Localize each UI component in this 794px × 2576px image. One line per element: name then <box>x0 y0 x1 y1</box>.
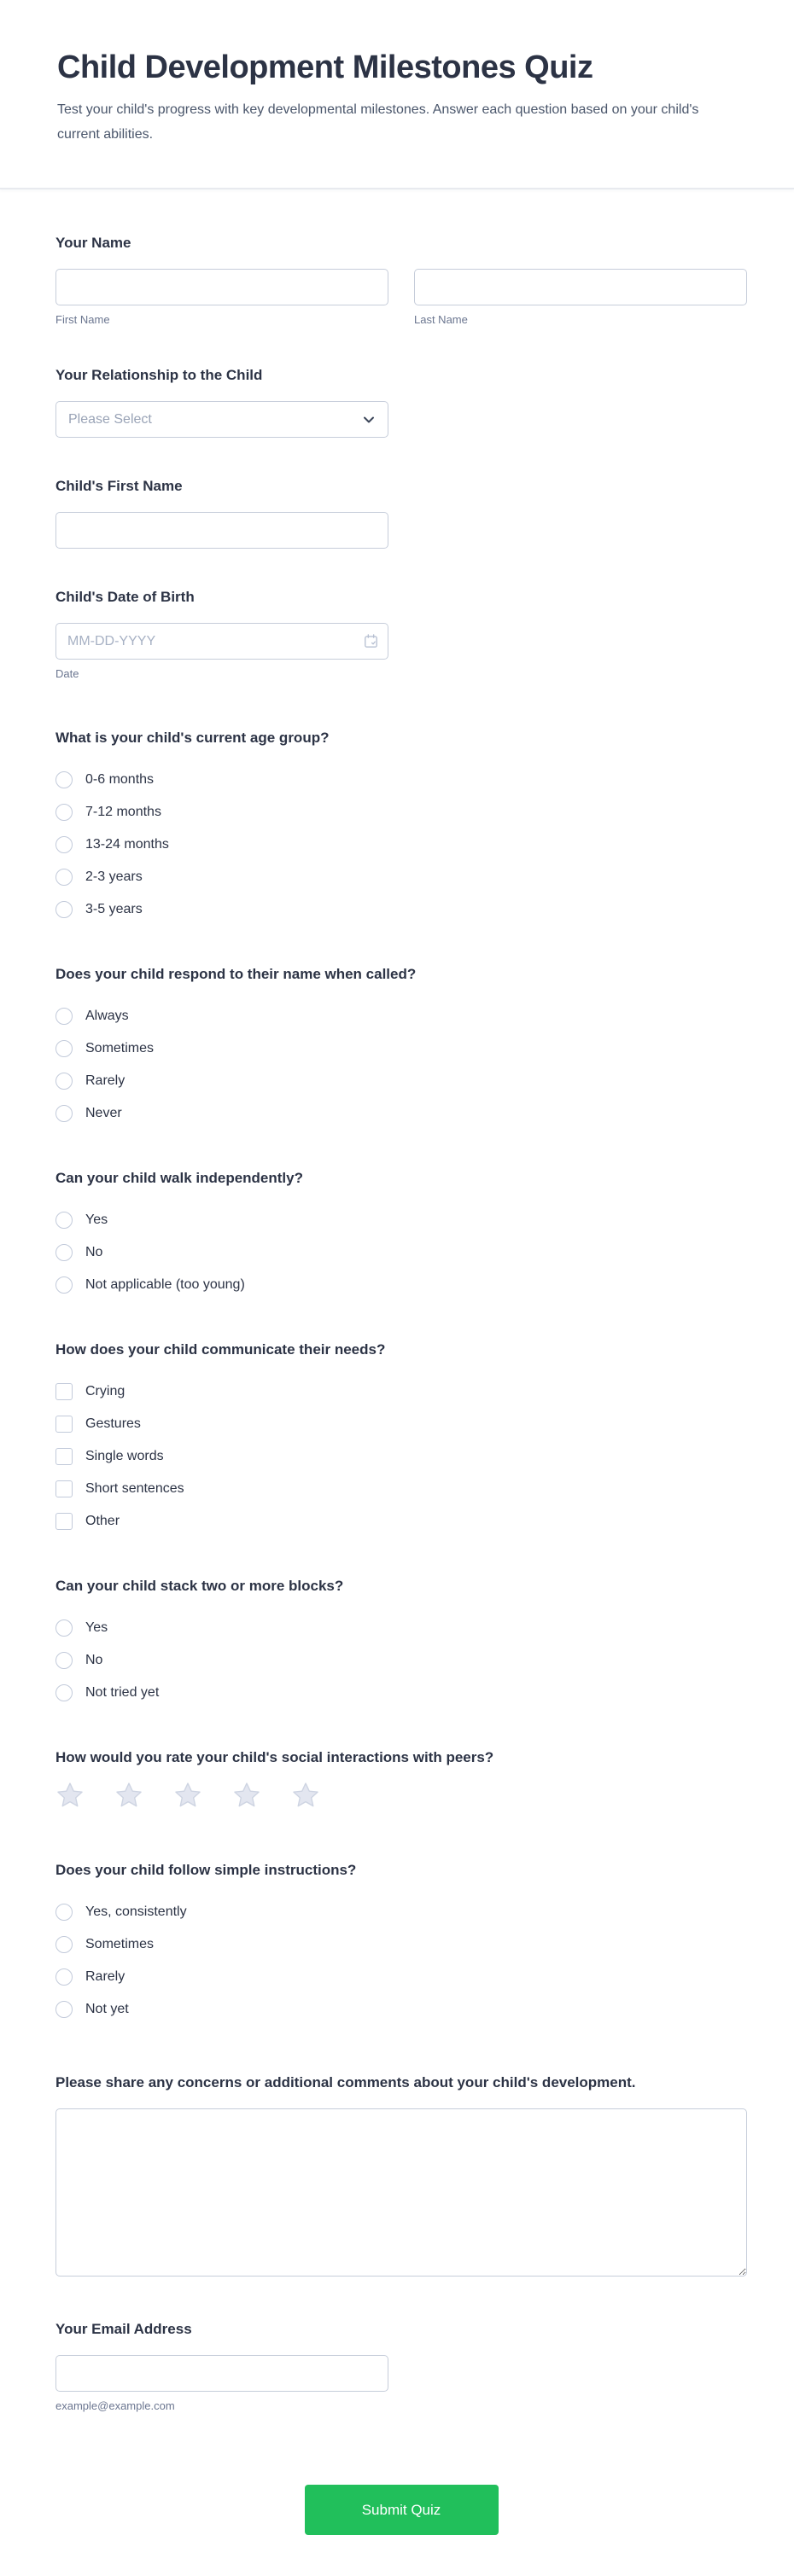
field-your-name <box>55 234 747 327</box>
star-icon-2[interactable] <box>114 1782 143 1813</box>
field-child-first-name <box>55 477 747 549</box>
child-first-name-label: Child's First Name <box>55 478 183 494</box>
age-group-option-1[interactable] <box>55 764 747 796</box>
age-group-option-5[interactable] <box>55 893 747 926</box>
option-label: Sometimes <box>85 1041 155 1055</box>
comments-textarea[interactable] <box>55 2108 747 2277</box>
walk-option-1[interactable] <box>55 1204 747 1236</box>
respond-name-option-3[interactable] <box>55 1065 747 1097</box>
checkbox-icon[interactable] <box>55 1480 73 1497</box>
checkbox-icon[interactable] <box>55 1416 73 1433</box>
radio-icon[interactable] <box>55 1684 73 1701</box>
stack-blocks-option-3[interactable] <box>55 1677 747 1709</box>
respond-name-label: Does your child respond to their name when called? <box>55 966 417 982</box>
option-label: Sometimes <box>85 1937 155 1951</box>
option-label: Yes <box>85 1620 108 1635</box>
field-respond-name <box>55 965 747 1130</box>
relationship-label: Your Relationship to the Child <box>55 367 263 383</box>
dob-sublabel: Date <box>55 667 79 680</box>
radio-icon[interactable] <box>55 1073 73 1090</box>
first-name-sublabel: First Name <box>55 313 110 326</box>
option-label: Yes, consistently <box>85 1904 187 1919</box>
communicate-option-4[interactable] <box>55 1473 747 1505</box>
respond-name-option-1[interactable] <box>55 1000 747 1032</box>
option-label: 7-12 months <box>85 805 161 819</box>
option-label: 0-6 months <box>85 772 155 787</box>
stack-blocks-label: Can your child stack two or more blocks? <box>55 1578 344 1594</box>
form-description: Test your child's progress with key developmental milestones. Answer each question based on your child's current abilities. <box>57 102 699 142</box>
radio-icon[interactable] <box>55 1652 73 1669</box>
walk-label: Can your child walk independently? <box>55 1170 303 1186</box>
calendar-icon[interactable] <box>363 633 379 654</box>
last-name-input[interactable] <box>414 269 747 305</box>
dob-input[interactable] <box>55 623 388 660</box>
communicate-option-1[interactable] <box>55 1375 747 1408</box>
instructions-option-4[interactable] <box>55 1993 747 2026</box>
respond-name-option-4[interactable] <box>55 1097 747 1130</box>
radio-icon[interactable] <box>55 1276 73 1294</box>
star-icon-4[interactable] <box>232 1782 261 1813</box>
radio-icon[interactable] <box>55 901 73 918</box>
communicate-option-5[interactable] <box>55 1505 747 1538</box>
name-inputs-row <box>55 269 747 327</box>
dob-input-wrap <box>55 623 388 660</box>
option-label: 2-3 years <box>85 869 143 884</box>
option-label: Not tried yet <box>85 1685 160 1700</box>
option-label: Rarely <box>85 1969 126 1984</box>
respond-name-option-2[interactable] <box>55 1032 747 1065</box>
radio-icon[interactable] <box>55 1105 73 1122</box>
communicate-option-2[interactable] <box>55 1408 747 1440</box>
email-input[interactable] <box>55 2355 388 2392</box>
submit-row <box>55 2485 747 2576</box>
instructions-label: Does your child follow simple instructions? <box>55 1862 357 1878</box>
relationship-select[interactable] <box>55 401 388 438</box>
field-email <box>55 2320 747 2413</box>
page-title: Child Development Milestones Quiz <box>57 49 593 85</box>
star-rating-control <box>55 1782 747 1813</box>
dob-label: Child's Date of Birth <box>55 589 195 605</box>
option-label: 13-24 months <box>85 837 169 852</box>
communicate-option-3[interactable] <box>55 1440 747 1473</box>
field-walk <box>55 1169 747 1301</box>
field-social-rating <box>55 1748 747 1813</box>
option-label: Never <box>85 1106 122 1120</box>
star-icon-3[interactable] <box>173 1782 202 1813</box>
option-label: Rarely <box>85 1073 126 1088</box>
option-label: Yes <box>85 1212 108 1227</box>
radio-icon[interactable] <box>55 1904 73 1921</box>
field-relationship <box>55 366 747 438</box>
star-icon-1[interactable] <box>55 1782 85 1813</box>
comments-label: Please share any concerns or additional comments about your child's development. <box>55 2074 636 2090</box>
stack-blocks-option-1[interactable] <box>55 1612 747 1644</box>
instructions-option-2[interactable] <box>55 1928 747 1961</box>
stack-blocks-option-2[interactable] <box>55 1644 747 1677</box>
radio-icon[interactable] <box>55 1244 73 1261</box>
option-label: 3-5 years <box>85 902 143 916</box>
last-name-sublabel: Last Name <box>414 313 468 326</box>
radio-icon[interactable] <box>55 1008 73 1025</box>
your-name-label: Your Name <box>55 235 131 251</box>
option-label: Single words <box>85 1449 164 1463</box>
checkbox-icon[interactable] <box>55 1383 73 1400</box>
option-label: No <box>85 1245 103 1259</box>
radio-icon[interactable] <box>55 1968 73 1986</box>
instructions-option-1[interactable] <box>55 1896 747 1928</box>
option-label: Crying <box>85 1384 126 1398</box>
communicate-label: How does your child communicate their needs? <box>55 1341 386 1358</box>
age-group-option-3[interactable] <box>55 829 747 861</box>
radio-icon[interactable] <box>55 1212 73 1229</box>
walk-option-2[interactable] <box>55 1236 747 1269</box>
star-icon-5[interactable] <box>291 1782 320 1813</box>
option-label: Always <box>85 1009 129 1023</box>
email-label: Your Email Address <box>55 2321 192 2337</box>
field-communicate <box>55 1340 747 1538</box>
option-label: Other <box>85 1514 120 1528</box>
field-stack-blocks <box>55 1577 747 1709</box>
form-header <box>0 0 794 189</box>
option-label: Short sentences <box>85 1481 184 1496</box>
age-group-option-4[interactable] <box>55 861 747 893</box>
option-label: Not applicable (too young) <box>85 1277 245 1292</box>
walk-option-3[interactable] <box>55 1269 747 1301</box>
relationship-selected-value: Please Select <box>68 411 152 427</box>
radio-icon[interactable] <box>55 869 73 886</box>
chevron-down-icon <box>360 411 377 433</box>
checkbox-icon[interactable] <box>55 1448 73 1465</box>
radio-icon[interactable] <box>55 1040 73 1057</box>
first-name-input[interactable] <box>55 269 388 305</box>
field-dob <box>55 588 747 681</box>
instructions-option-3[interactable] <box>55 1961 747 1993</box>
option-label: Not yet <box>85 2002 129 2016</box>
option-label: Gestures <box>85 1416 141 1431</box>
child-first-name-input[interactable] <box>55 512 388 549</box>
age-group-label: What is your child's current age group? <box>55 730 330 746</box>
email-sublabel: example@example.com <box>55 2399 175 2412</box>
last-name-col <box>414 269 747 327</box>
option-label: No <box>85 1653 103 1667</box>
radio-icon[interactable] <box>55 1619 73 1637</box>
submit-quiz-button[interactable]: Submit Quiz <box>305 2485 499 2535</box>
social-rating-label: How would you rate your child's social interactions with peers? <box>55 1749 494 1765</box>
field-age-group <box>55 729 747 926</box>
radio-icon[interactable] <box>55 2001 73 2018</box>
radio-icon[interactable] <box>55 771 73 788</box>
checkbox-icon[interactable] <box>55 1513 73 1530</box>
age-group-option-2[interactable] <box>55 796 747 829</box>
radio-icon[interactable] <box>55 836 73 853</box>
field-instructions <box>55 1861 747 2026</box>
radio-icon[interactable] <box>55 1936 73 1953</box>
radio-icon[interactable] <box>55 804 73 821</box>
form-body <box>0 189 794 2576</box>
field-comments <box>55 2073 747 2281</box>
first-name-col <box>55 269 388 327</box>
